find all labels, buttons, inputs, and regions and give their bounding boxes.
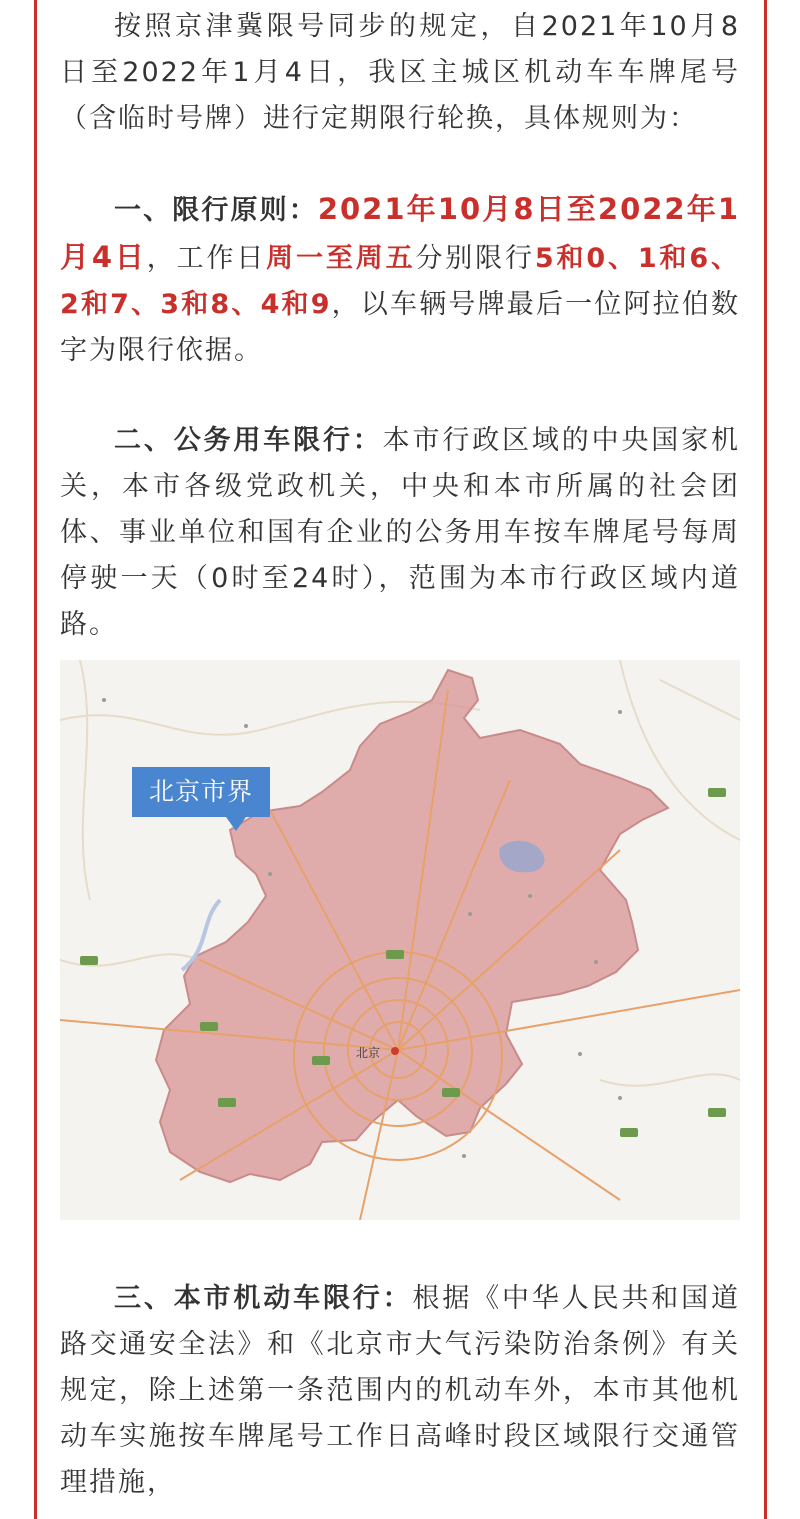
map-callout-tail [226, 817, 246, 831]
map-city-label: 北京 [356, 1046, 381, 1060]
right-border-line [764, 0, 767, 1519]
capital-star-icon [391, 1047, 399, 1055]
rule1-dates: 2021年10月8日至2022年1月4日 [60, 192, 741, 274]
beijing-boundary-map [60, 660, 740, 1220]
rule1-heading: 一、限行原则： [114, 195, 318, 226]
intro-paragraph: 按照京津冀限号同步的规定，自2021年10月8日至2022年1月4日，我区主城区机动车车牌尾号（含临时号牌）进行定期限行轮换，具体规则为： [60, 11, 740, 134]
rule1-text-a: ，工作日 [146, 243, 267, 274]
rule1-text-b: 分别限行 [415, 243, 535, 274]
map-graphic [60, 660, 740, 1220]
rule3-paragraph [60, 1276, 740, 1506]
rule3-text: 根据《中华人民共和国道路交通安全法》和《北京市大气污染防治条例》有关规定，除上述第一条范围内的机动车外，本市其他机动车实施按车牌尾号工作日高峰时段区域限行交通管理措施， [60, 1283, 740, 1498]
rule1-paragraph [60, 186, 740, 374]
rule2-paragraph [60, 418, 740, 648]
rule2-text: 本市行政区域的中央国家机关，本市各级党政机关，中央和本市所属的社会团体、事业单位和国有企业的公务用车按车牌尾号每周停驶一天（0时至24时），范围为本市行政区域内道路。 [60, 425, 741, 640]
article-content [60, 0, 740, 1506]
rule3-heading: 三、本市机动车限行： [114, 1283, 413, 1314]
left-border-line [34, 0, 37, 1519]
rule1-numbers: 5和0、1和6、2和7、3和8、4和9 [60, 243, 741, 320]
map-callout-label: 北京市界 [132, 767, 270, 817]
rule1-days: 周一至周五 [266, 243, 416, 274]
rule2-heading: 二、公务用车限行： [114, 425, 383, 456]
rule1-text-c: ，以车辆号牌最后一位阿拉伯数字为限行依据。 [60, 289, 740, 366]
